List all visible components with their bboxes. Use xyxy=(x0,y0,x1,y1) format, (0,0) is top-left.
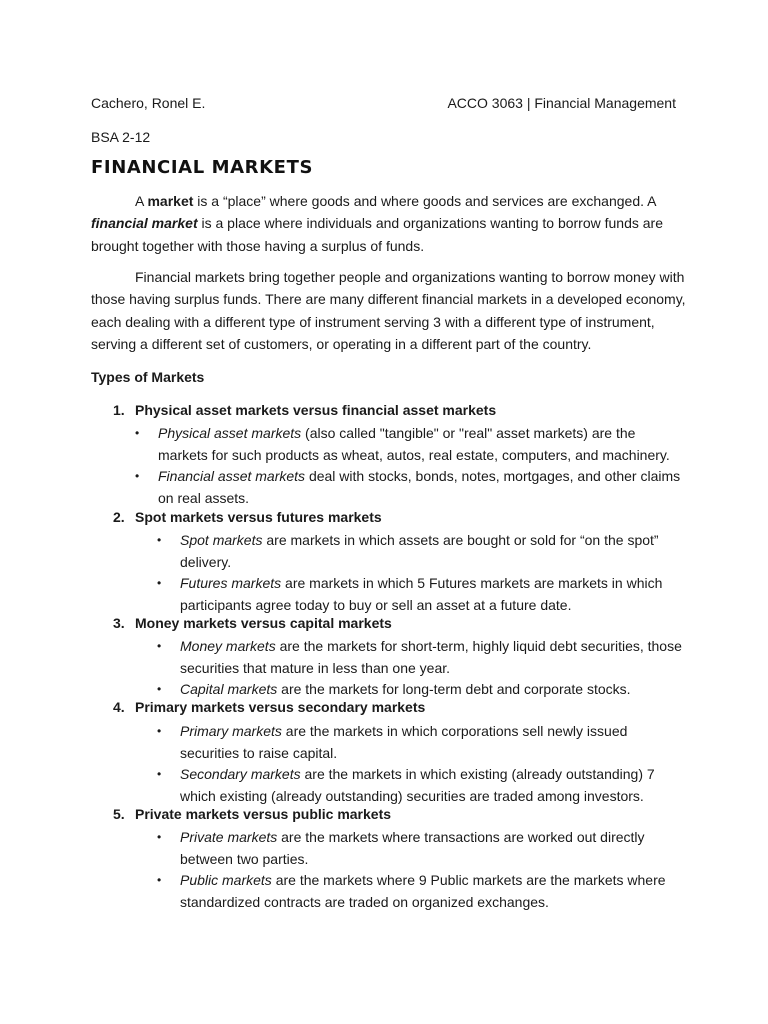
bullet-icon: • xyxy=(157,639,162,653)
bullet-icon: • xyxy=(157,682,162,696)
document-title: FINANCIAL MARKETS xyxy=(91,157,314,178)
bullet-icon: • xyxy=(157,873,162,887)
bullet-icon: • xyxy=(157,533,162,547)
bullet-text: markets for such products as wheat, autos, real estate, computers, and machinery. xyxy=(158,447,670,464)
term: Spot markets xyxy=(180,532,263,548)
item-number: 3. xyxy=(113,615,125,631)
bullet-text: are the markets where 9 Public markets are the markets where xyxy=(271,872,666,888)
bullet-icon: • xyxy=(157,767,162,781)
item-heading xyxy=(113,402,496,418)
bullet-text: are markets in which 5 Futures markets are markets in which xyxy=(281,575,663,591)
bullet-text: which existing (already outstanding) securities are traded among investors. xyxy=(180,788,644,805)
bullet-text: are the markets in which existing (already outstanding) 7 xyxy=(300,766,655,782)
author-name: Cachero, Ronel E. xyxy=(91,95,206,111)
course-title: ACCO 3063 | Financial Management xyxy=(447,95,676,111)
para-text: brought together with those having a surplus of funds. xyxy=(91,237,425,254)
term: Public markets xyxy=(180,872,272,888)
section-code: BSA 2-12 xyxy=(91,129,151,145)
bullet-item xyxy=(157,572,663,617)
item-number: 5. xyxy=(113,806,125,822)
item-heading-text: Spot markets versus futures markets xyxy=(135,509,382,525)
bullet-text: standardized contracts are traded on organized exchanges. xyxy=(180,894,549,911)
bullet-icon: • xyxy=(157,724,162,738)
para-text: those having surplus funds. There are many different financial markets in a developed economy, xyxy=(91,291,686,308)
item-heading-text: Physical asset markets versus financial asset markets xyxy=(135,402,497,418)
item-heading xyxy=(113,699,425,715)
bullet-text: between two parties. xyxy=(180,851,309,868)
bullet-text: are the markets where transactions are worked out directly xyxy=(277,829,645,845)
bullet-item xyxy=(157,529,659,574)
item-heading-text: Private markets versus public markets xyxy=(135,806,392,822)
bullet-text: securities that mature in less than one year. xyxy=(180,660,451,677)
bullet-text: securities to raise capital. xyxy=(180,745,338,762)
bullet-item xyxy=(135,465,681,510)
term: Capital markets xyxy=(180,681,278,697)
item-number: 1. xyxy=(113,402,125,418)
term: Money markets xyxy=(180,638,276,654)
item-heading-text: Money markets versus capital markets xyxy=(135,615,392,631)
bullet-item xyxy=(135,422,670,467)
bullet-icon: • xyxy=(157,830,162,844)
term: Financial asset markets xyxy=(158,468,306,484)
bullet-text: are the markets for short-term, highly liquid debt securities, those xyxy=(275,638,682,654)
item-number: 2. xyxy=(113,509,125,525)
bullet-icon: • xyxy=(157,576,162,590)
term-financial-market: financial market xyxy=(91,215,198,232)
term: Secondary markets xyxy=(180,766,301,782)
bullet-item xyxy=(157,763,655,808)
para-text: each dealing with a different type of instrument serving 3 with a different type of instrument, xyxy=(91,313,655,330)
term: Primary markets xyxy=(180,723,282,739)
intro-paragraph xyxy=(91,190,681,257)
item-heading xyxy=(113,615,392,631)
para-text: is a place where individuals and organizations wanting to borrow funds are xyxy=(197,215,663,232)
item-heading xyxy=(113,509,382,525)
bullet-text: are markets in which assets are bought or sold for “on the spot” xyxy=(262,532,659,548)
bullet-text: delivery. xyxy=(180,554,232,571)
bullet-text: are the markets for long-term debt and corporate stocks. xyxy=(277,681,631,697)
item-number: 4. xyxy=(113,699,125,715)
bullet-item xyxy=(157,826,645,871)
bullet-item xyxy=(157,869,666,914)
term-market: market xyxy=(147,193,194,209)
bullet-text: deal with stocks, bonds, notes, mortgages, and other claims xyxy=(305,468,681,484)
bullet-text: participants agree today to buy or sell an asset at a future date. xyxy=(180,597,572,614)
para-text: Financial markets bring together people and organizations wanting to borrow money with xyxy=(135,269,685,285)
bullet-item xyxy=(157,635,682,680)
term: Private markets xyxy=(180,829,278,845)
bullet-text: are the markets in which corporations sell newly issued xyxy=(281,723,628,739)
bullet-icon: • xyxy=(135,469,140,483)
bullet-item xyxy=(157,720,628,765)
second-paragraph xyxy=(91,266,686,355)
term: Physical asset markets xyxy=(158,425,302,441)
term: Futures markets xyxy=(180,575,282,591)
item-heading xyxy=(113,806,391,822)
para-text: is a “place” where goods and where goods and services are exchanged. A xyxy=(193,193,657,209)
bullet-icon: • xyxy=(135,426,140,440)
para-text: serving a different set of customers, or operating in a different part of the country. xyxy=(91,335,592,352)
bullet-item xyxy=(157,678,631,700)
bullet-text: on real assets. xyxy=(158,490,250,507)
item-heading-text: Primary markets versus secondary markets xyxy=(135,699,426,715)
bullet-text: (also called "tangible" or "real" asset markets) are the xyxy=(301,425,636,441)
para-text: A xyxy=(135,193,148,209)
types-heading: Types of Markets xyxy=(91,369,205,385)
